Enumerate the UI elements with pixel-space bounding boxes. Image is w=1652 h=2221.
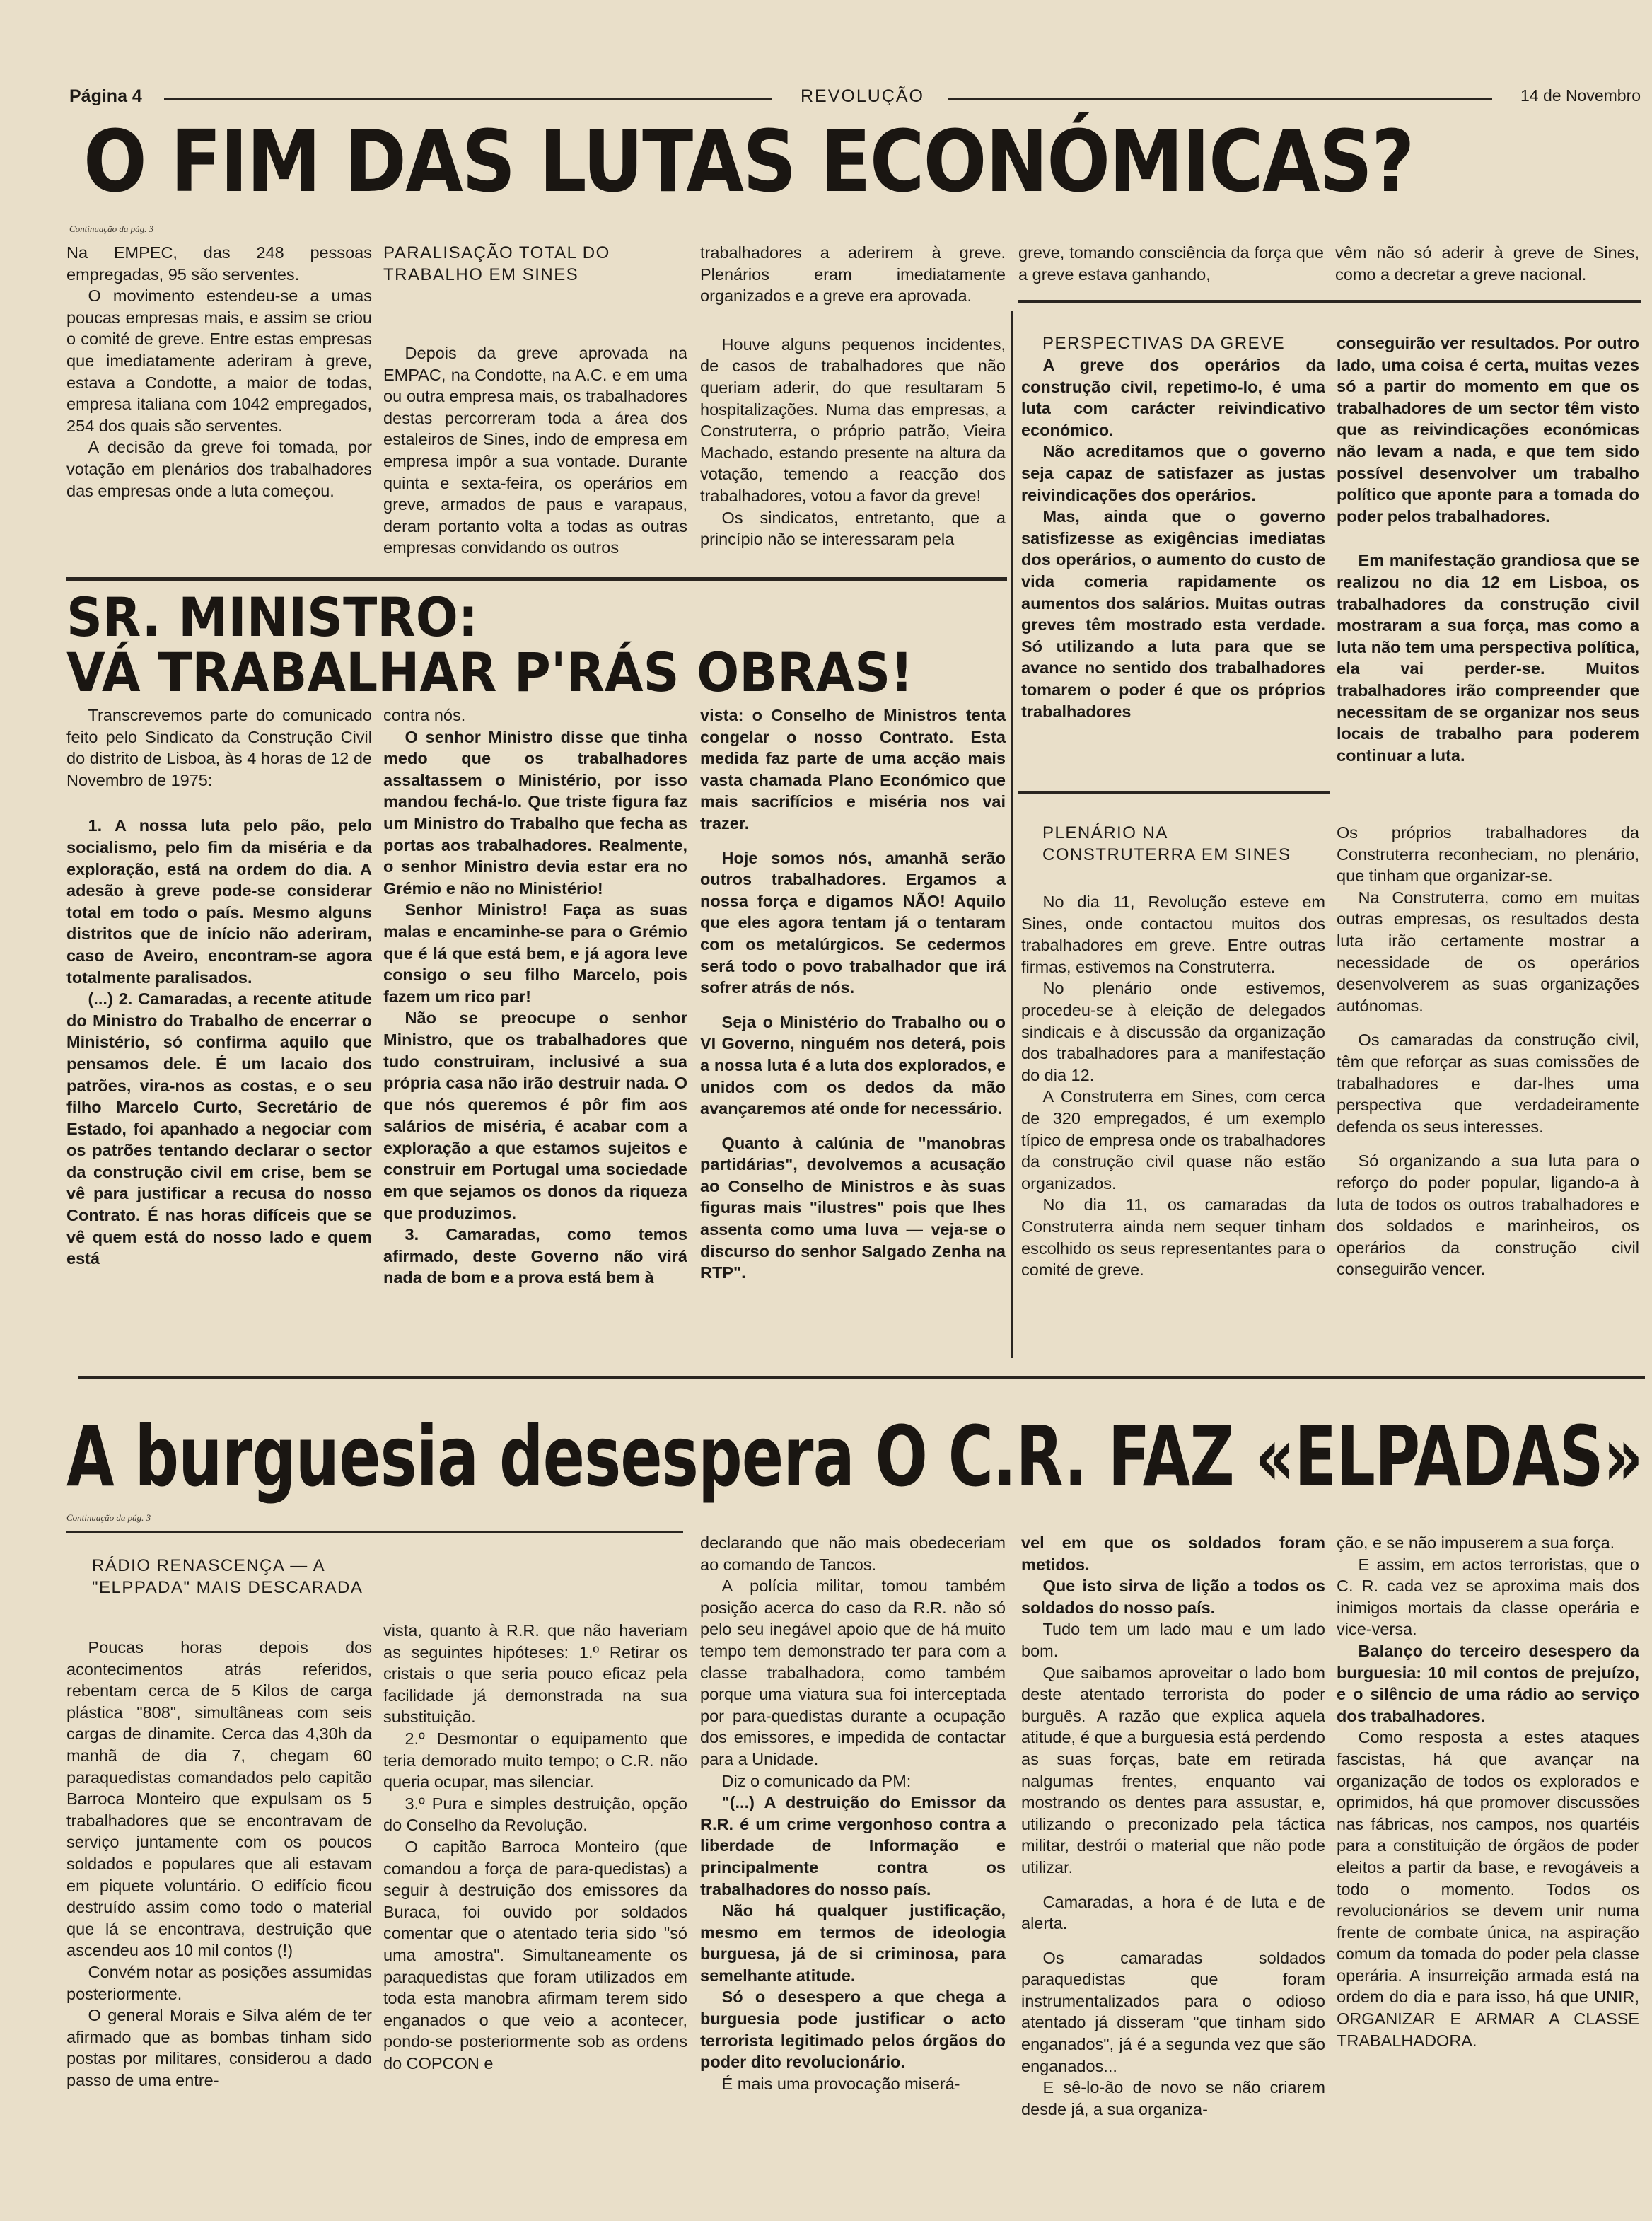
paragraph: conseguirão ver resultados. Por outro lado, uma coisa é certa, muitas vezes só a partir do momento em que os trabalhadores de um sector têm visto que as reivindicações económicas não levam a nada, e que tem sido possível desenvolver um trabalho político que aponte para a tomada do poder pelos trabalhadores. [1337,334,1639,526]
paragraph: Hoje somos nós, amanhã serão outros trabalhadores. Ergamos a nossa força e digamos NÃO! Aquilo que eles agora tentam já o tentaram com os metalúrgicos. Se cedermos será todo o povo trabalhador que irá sofrer atrás de nós. [700,848,1006,997]
continuation-note: Continuação da pág. 3 [66,1512,151,1523]
paragraph: greve, tomando consciência da força que a greve estava ganhando, [1018,243,1324,284]
paragraph: Mas, ainda que o governo satisfizesse as exigências imediatas dos operários, o aumento do custo de vida comeria rapidamente os aumentos dos salários. Muitas outras greves têm mostrado esta verdade. Só utilizando a luta para que se avance no sentido dos trabalhadores tomarem o poder é que os próprios trabalhadores [1021,507,1325,721]
paragraph: 3. Camaradas, como temos afirmado, deste Governo não virá nada de bom e a prova está bem à [383,1225,687,1287]
paragraph: Senhor Ministro! Faça as suas malas e encaminhe-se para o Grémio que é lá que está bem, e já agora leve consigo o seu filho Marcelo, pois fazem um rico par! [383,900,687,1006]
article2-column-3 [700,704,1006,1362]
paragraph: O movimento estendeu-se a umas poucas empresas mais, e assim se criou o comité de greve. Entre estas empresas que imediatamente aderiram à greve, estava a Condotte, a maior de todas, empresa italiana com 1042 empregados, 254 dos quais são serventes. [66,286,372,435]
headline-burguesia-desespera: A burguesia desespera O C.R. FAZ «ELPADAS» [66,1408,1643,1505]
article3-column-4 [1021,1532,1325,2198]
paragraph: Só o desespero a que chega a burguesia pode justificar o acto terrorista legitimado pelos órgãos do poder dito revolucionário. [700,1988,1006,2072]
paragraph: Balanço do terceiro desespero da burguesia: 10 mil contos de prejuízo, e o silêncio de uma rádio ao serviço dos trabalhadores. [1337,1641,1639,1725]
paragraph: Não se preocupe o senhor Ministro, que os trabalhadores que tudo construiram, inclusivé a sua própria casa não irão destruir nada. O que nós queremos é pôr fim aos salários de miséria, é acabar com a exploração a que estamos sujeitos e construir em Portugal uma sociedade em que sejamos os donos da riqueza que produzimos. [383,1009,687,1222]
paragraph: (...) 2. Camaradas, a recente atitude do Ministro do Trabalho de encerrar o Ministério, só confirma aquilo que pensamos dele. É um lacaio dos patrões, vira-nos as costas, e o seu filho Marcelo Curto, Secretário de Estado, foi apanhado a negociar com os patrões tentando declarar o sector da construção civil em crise, bem se vê para justificar a recusa do nosso Contrato. É nas horas difíceis que se vê quem está do nosso lado e quem está [66,990,372,1268]
newspaper-name: REVOLUÇÃO [801,86,924,106]
headline-va-trabalhar: VÁ TRABALHAR P'RÁS OBRAS! [66,641,914,704]
headline-fim-das-lutas: O FIM DAS LUTAS ECONÓMICAS? [83,113,1414,211]
rule-above-article3 [78,1376,1645,1379]
rule-under-article1 [66,577,1007,581]
article1-column-2 [383,242,687,569]
paragraph: vista, quanto à R.R. que não haveriam as seguintes hipóteses: 1.º Retirar os cristais o que seria pouco eficaz pela facilidade já demonstrada na sua substituição. [383,1621,687,1727]
paragraph: Convém notar as posições assumidas posteriormente. [66,1962,372,2003]
paragraph: Na EMPEC, das 248 pessoas empregadas, 95 são serventes. [66,243,372,284]
article3-column-5 [1337,1532,1639,2198]
article1-column-1 [66,242,372,569]
plenario-column-4 [1021,822,1325,1367]
paragraph: Como resposta a estes ataques fascistas, há que avançar na organização de todos os explorados e oprimidos, há que promover discussões nas fábricas, nos campos, nos quartéis para a constituição de órgãos de poder eleitos a partir da base, e revogáveis a todo o momento. Todos os revolucionários se devem unir numa frente de combate única, na aspiração comum da tomada do poder pela classe operária. A insurreição armada está na ordem do dia e para isso, há que UNIR, ORGANIZAR E ARMAR A CLASSE TRABALHADORA. [1337,1728,1639,2050]
paragraph: Não há qualquer justificação, mesmo em termos de ideologia burguesa, já de si criminosa, para semelhante atitude. [700,1901,1006,1985]
subheading-radio-renascenca: RÁDIO RENASCENÇA — A "ELPPADA" MAIS DESCARADA [92,1556,363,1597]
paragraph: "(...) A destruição do Emissor da R.R. é um crime vergonhoso contra a liberdade de Informação e principalmente contra os trabalhadores do nosso país. [700,1793,1006,1898]
paragraph: Transcrevemos parte do comunicado feito pelo Sindicato da Construção Civil do distrito de Lisboa, às 4 horas de 12 de Novembro de 1975: [66,706,372,789]
paragraph: A decisão da greve foi tomada, por votação em plenários dos trabalhadores das empresas onde a luta começou. [66,438,372,500]
paragraph: Os camaradas soldados paraquedistas que foram instrumentalizados para o odioso atentado já disseram "que tinham sido enganados", já é a segunda vez que são enganados... [1021,1948,1325,2075]
paragraph: ção, e se não impuserem a sua força. [1337,1533,1615,1552]
paragraph: Os sindicatos, entretanto, que a princípio não se interessaram pela [700,508,1006,549]
masthead-rule-left [164,98,772,100]
paragraph: Tudo tem um lado mau e um lado bom. [1021,1620,1325,1660]
headline-sr-ministro: SR. MINISTRO: [66,586,479,649]
article1-column-5-top [1335,242,1639,287]
subheading-plenario: PLENÁRIO NA CONSTRUTERRA EM SINES [1042,823,1291,864]
page-number: Página 4 [69,86,142,106]
paragraph: Camaradas, a hora é de luta e de alerta. [1021,1892,1325,1933]
article1-column-3 [700,242,1006,569]
perspectivas-column-5 [1337,332,1639,785]
paragraph: No plenário onde estivemos, procedeu-se à eleição de delegados sindicais e à discussão da organização dos trabalhadores para a manifestação do dia 12. [1021,979,1325,1084]
paragraph: O senhor Ministro disse que tinha medo que os trabalhadores assaltassem o Ministério, por isso mandou fechá-lo. Que triste figura faz um Ministro do Trabalho que fecha as portas aos trabalhadores. Realmente, o senhor Ministro devia estar era no Grémio e não no Ministério! [383,727,687,898]
paragraph: Só organizando a sua luta para o reforço do poder popular, ligando-a à luta de todos os outros trabalhadores e dos soldados e marinheiros, os operários da construção civil conseguirão vencer. [1337,1152,1639,1279]
paragraph: 3.º Pura e simples destruição, opção do Conselho da Revolução. [383,1794,687,1835]
article3-column-1 [66,1555,372,2198]
article2-column-1 [66,704,372,1362]
subheading-paralisacao: PARALISAÇÃO TOTAL DO TRABALHO EM SINES [383,243,610,284]
column-divider [1011,311,1013,1358]
paragraph: Houve alguns pequenos incidentes, de casos de trabalhadores que não queriam aderir, do que resultaram 5 hospitalizações. Numa das empresas, a Construterra, o próprio patrão, Vieira Machado, estando presente na altura da votação, temendo a reacção dos trabalhadores, votou a favor da greve! [700,335,1006,505]
paragraph: E sê-lo-ão de novo se não criarem desde já, a sua organiza- [1021,2078,1325,2118]
paragraph: Depois da greve aprovada na EMPAC, na Condotte, na A.C. e em uma ou outra empresa mais, os trabalhadores destas percorreram toda a área dos estaleiros de Sines, indo de empresa em empresa impôr a sua vontade. Durante quinta e sexta-feira, os operários em greve, armados de paus e varapaus, deram portanto volta a todas as outras empresas convidando os outros [383,344,687,557]
paragraph: 2.º Desmontar o equipamento que teria demorado muito tempo; o C.R. não queria ocupar, mas silenciar. [383,1729,687,1792]
rule-above-plenario [1018,791,1330,794]
paragraph: Os próprios trabalhadores da Construterra reconheciam, no plenário, que tinham que organizar-se. [1337,823,1639,886]
paragraph: Que saibamos aproveitar o lado bom deste atentado terrorista do poder burguês. A razão que explica aquela atitude, é que a burguesia está perdendo as suas forças, bate em retirada nalgumas frentes, enquanto vai mostrando os dentes para assustar, e, utilizando o preconizado pela táctica militar, destrói o material que não pode utilizar. [1021,1663,1325,1877]
subheading-perspectivas: PERSPECTIVAS DA GREVE [1042,334,1286,353]
rule-under-article1-right [1018,300,1641,303]
paragraph: Em manifestação grandiosa que se realizou no dia 12 em Lisboa, os trabalhadores da construção civil mostraram a sua força, mas como a luta não tem uma perspectiva política, ela vai perder-se. Muitos trabalhadores irão compreender que necessitam de se organizar nos seus locais de trabalho para poderem continuar a luta. [1337,551,1639,765]
masthead-rule-right [948,98,1492,100]
paragraph: Na Construterra, como em muitas outras empresas, os resultados desta luta irão certamente mostrar a necessidade de os operários desenvolverem as suas organizações autónomas. [1337,888,1639,1015]
article1-column-4-top [1018,242,1324,287]
paragraph: A polícia militar, tomou também posição acerca do caso da R.R. não só pelo seu inegável apoio que de há muito tempo tem demonstrado ter para com a classe trabalhadora, como também porque uma viatura sua foi interceptada por para-quedistas durante a ocupação dos emissores, e impedida de contactar para a Unidade. [700,1577,1006,1768]
paragraph: Poucas horas depois dos acontecimentos atrás referidos, rebentam cerca de 5 Kilos de carga plástica "808", simultâneas com seis cargas de dinamite. Cerca das 4,30h da manhã de dia 7, chegam 60 paraquedistas comandados pelo capitão Barroca Monteiro que expulsam os 5 trabalhadores que se encontravam de serviço juntamente com os poucos soldados e populares que ali estavam em piquete voluntário. O edifício ficou destruído assim como todo o material que lá se encontrava, destruição que ascendeu aos 10 mil contos (!) [66,1638,372,1960]
paragraph: Quanto à calúnia de "manobras partidárias", devolvemos a acusação ao Conselho de Ministros e às suas figuras mais "ilustres" pois que lhes assenta como uma luva — veja-se o discurso do senhor Salgado Zenha na RTP". [700,1133,1006,1282]
paragraph: contra nós. [383,706,466,724]
paragraph: trabalhadores a aderirem à greve. Plenários eram imediatamente organizados e a greve era aprovada. [700,243,1006,306]
perspectivas-column-4 [1021,332,1325,785]
continuation-note: Continuação da pág. 3 [69,224,154,234]
paragraph: declarando que não mais obedeceriam ao comando de Tancos. [700,1533,1006,1574]
paragraph: Seja o Ministério do Trabalho ou o VI Governo, ninguém nos deterá, pois a nossa luta é a luta dos explorados, e unidos com os dedos da mão avançaremos até onde for necessário. [700,1012,1006,1118]
paragraph: A greve dos operários da construção civil, repetimo-lo, é uma luta com carácter reivindicativo económico. [1021,356,1325,439]
article2-column-2 [383,704,687,1362]
paragraph: vêm não só aderir à greve de Sines, como a decretar a greve nacional. [1335,243,1639,284]
paragraph: vel em que os soldados foram metidos. [1021,1533,1325,1574]
paragraph: Diz o comunicado da PM: [721,1771,912,1790]
paragraph: Os camaradas da construção civil, têm que reforçar as suas comissões de trabalhadores e dar-lhes uma perspectiva que verdadeiramente defenda os seus interesses. [1337,1031,1639,1136]
paragraph: 1. A nossa luta pelo pão, pelo socialismo, pelo fim da miséria e da exploração, está na ordem do dia. A adesão à greve pode-se considerar total em todo o país. Mesmo alguns distritos que de início não aderiram, caso de Aveiro, encontram-se agora totalmente paralisados. [66,816,372,987]
paragraph: O general Morais e Silva além de ter afirmado que as bombas tinham sido postas por militares, considerou a dado passo de uma entre- [66,2006,372,2089]
paragraph: A Construterra em Sines, com cerca de 320 empregados, é um exemplo típico de empresa onde os trabalhadores da construção civil quase não estão organizados. [1021,1087,1325,1193]
paragraph: No dia 11, Revolução esteve em Sines, onde contactou muitos dos trabalhadores em greve. Entre outras firmas, estivemos na Construterra. [1021,893,1325,976]
paragraph: E assim, em actos terroristas, que o C. R. cada vez se aproxima mais dos inimigos mortais da classe operária e vice-versa. [1337,1555,1639,1639]
issue-date: 14 de Novembro [1520,86,1641,105]
plenario-column-5 [1337,822,1639,1367]
article3-column-3 [700,1532,1006,2198]
rule-under-article3-headline [66,1531,683,1533]
paragraph: Não acreditamos que o governo seja capaz de satisfazer as justas reivindicações dos operários. [1021,442,1325,504]
article3-column-2 [383,1620,687,2198]
paragraph: É mais uma provocação miserá- [721,2074,960,2093]
paragraph: Que isto sirva de lição a todos os soldados do nosso país. [1021,1577,1325,1617]
paragraph: O capitão Barroca Monteiro (que comandou a força de para-quedistas) a seguir à destruição dos emissores da Buraca, foi ouvido por soldados comentar que o atentado teria sido "só uma amostra". Simultaneamente os paraquedistas que foram utilizados em toda esta manobra afirmam terem sido enganados o que veio a acontecer, pondo-se posteriormente sob as ordens do COPCON e [383,1837,687,2072]
paragraph: No dia 11, os camaradas da Construterra ainda nem sequer tinham escolhido os seus representantes para o comité de greve. [1021,1195,1325,1280]
paragraph: vista: o Conselho de Ministros tenta congelar o nosso Contrato. Esta medida faz parte de uma acção mais vasta chamada Plano Económico que mais sacrifícios e miséria nos vai trazer. [700,706,1006,833]
